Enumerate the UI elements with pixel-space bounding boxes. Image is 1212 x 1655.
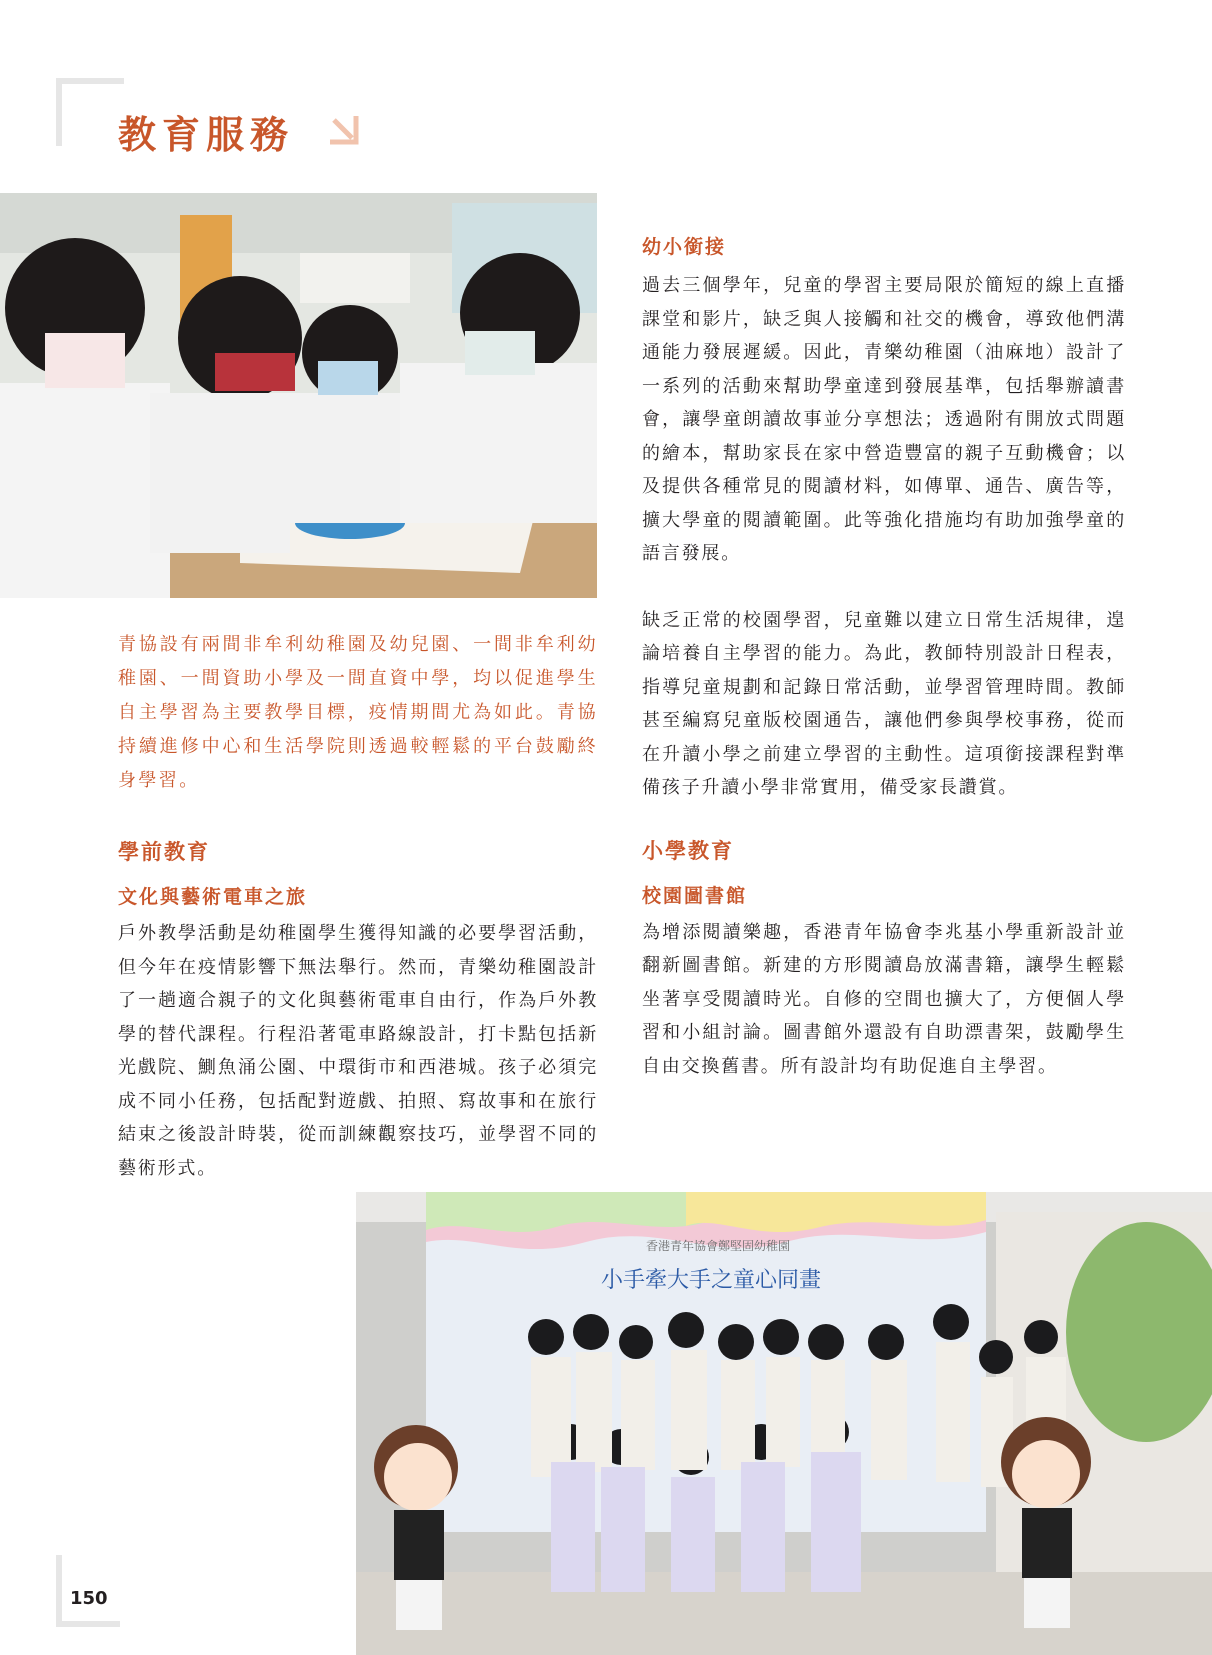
- banner-org-text: 香港青年協會鄭堅固幼稚園: [646, 1239, 791, 1253]
- sub-heading-transition: 幼小銜接: [642, 236, 727, 258]
- right-column: [642, 232, 1126, 1083]
- transition-paragraph-2: 缺乏正常的校園學習，兒童難以建立日常生活規律，遑論培養自主學習的能力。為此，教師特別設計日程表，指導兒童規劃和記錄日常活動，並學習管理時間。教師甚至編寫兒童版校園通告，讓他們參與學校事務，從而在升讀小學之前建立學習的主動性。這項銜接課程對準備孩子升讀小學非常實用，備受家長讚賞。: [642, 609, 1126, 798]
- transition-paragraph-1: 過去三個學年，兒童的學習主要局限於簡短的線上直播課堂和影片，缺乏與人接觸和社交的機會，導致他們溝通能力發展遲緩。因此，青樂幼稚園（油麻地）設計了一系列的活動來幫助學童達到發展基準，包括舉辦讀書會，讓學童朗讀故事並分享想法；透過附有開放式問題的繪本，幫助家長在家中營造豐富的親子互動機會；以及提供各種常見的閱讀材料，如傳單、通告、廣告等，擴大學童的閱讀範圍。此等強化措施均有助加強學童的語言發展。: [642, 275, 1126, 564]
- page-title: 教育服務: [118, 113, 295, 157]
- arrow-down-right-icon: [326, 112, 360, 146]
- page-number: 150: [70, 1588, 108, 1609]
- tram-tour-paragraph: 戶外教學活動是幼稚園學生獲得知識的必要學習活動，但今年在疫情影響下無法舉行。然而，青樂幼稚園設計了一趟適合親子的文化與藝術電車自由行，作為戶外教學的替代課程。行程沿著電車路線設計，打卡點包括新光戲院、鰂魚涌公園、中環街市和西港城。孩子必須完成不同小任務，包括配對遊戲、拍照、寫故事和在旅行結束之後設計時裝，從而訓練觀察技巧，並學習不同的藝術形式。: [118, 923, 598, 1179]
- children-drawing-photo: [0, 193, 597, 598]
- title-frame-corner: [56, 78, 124, 146]
- library-paragraph: 為增添閱讀樂趣，香港青年協會李兆基小學重新設計並翻新圖書館。新建的方形閱讀島放滿書籍，讓學生輕鬆坐著享受閱讀時光。自修的空間也擴大了，方便個人學習和小組討論。圖書館外還設有自助漂書架，鼓勵學生自由交換舊書。所有設計均有助促進自主學習。: [642, 921, 1126, 1077]
- left-column: [118, 628, 598, 1185]
- section-heading-preschool: 學前教育: [118, 840, 210, 864]
- sub-heading-tram-tour: 文化與藝術電車之旅: [118, 886, 308, 908]
- section-heading-primary: 小學教育: [642, 838, 734, 863]
- teachers-group-photo: [356, 1192, 1212, 1655]
- sub-heading-library: 校園圖書館: [642, 884, 748, 907]
- banner-title-text: 小手牽大手之童心同畫: [601, 1268, 822, 1293]
- intro-paragraph: 青協設有兩間非牟利幼稚園及幼兒園、一間非牟利幼稚園、一間資助小學及一間直資中學，均以促進學生自主學習為主要教學目標，疫情期間尤為如此。青協持續進修中心和生活學院則透過較輕鬆的平台鼓勵終身學習。: [118, 634, 598, 791]
